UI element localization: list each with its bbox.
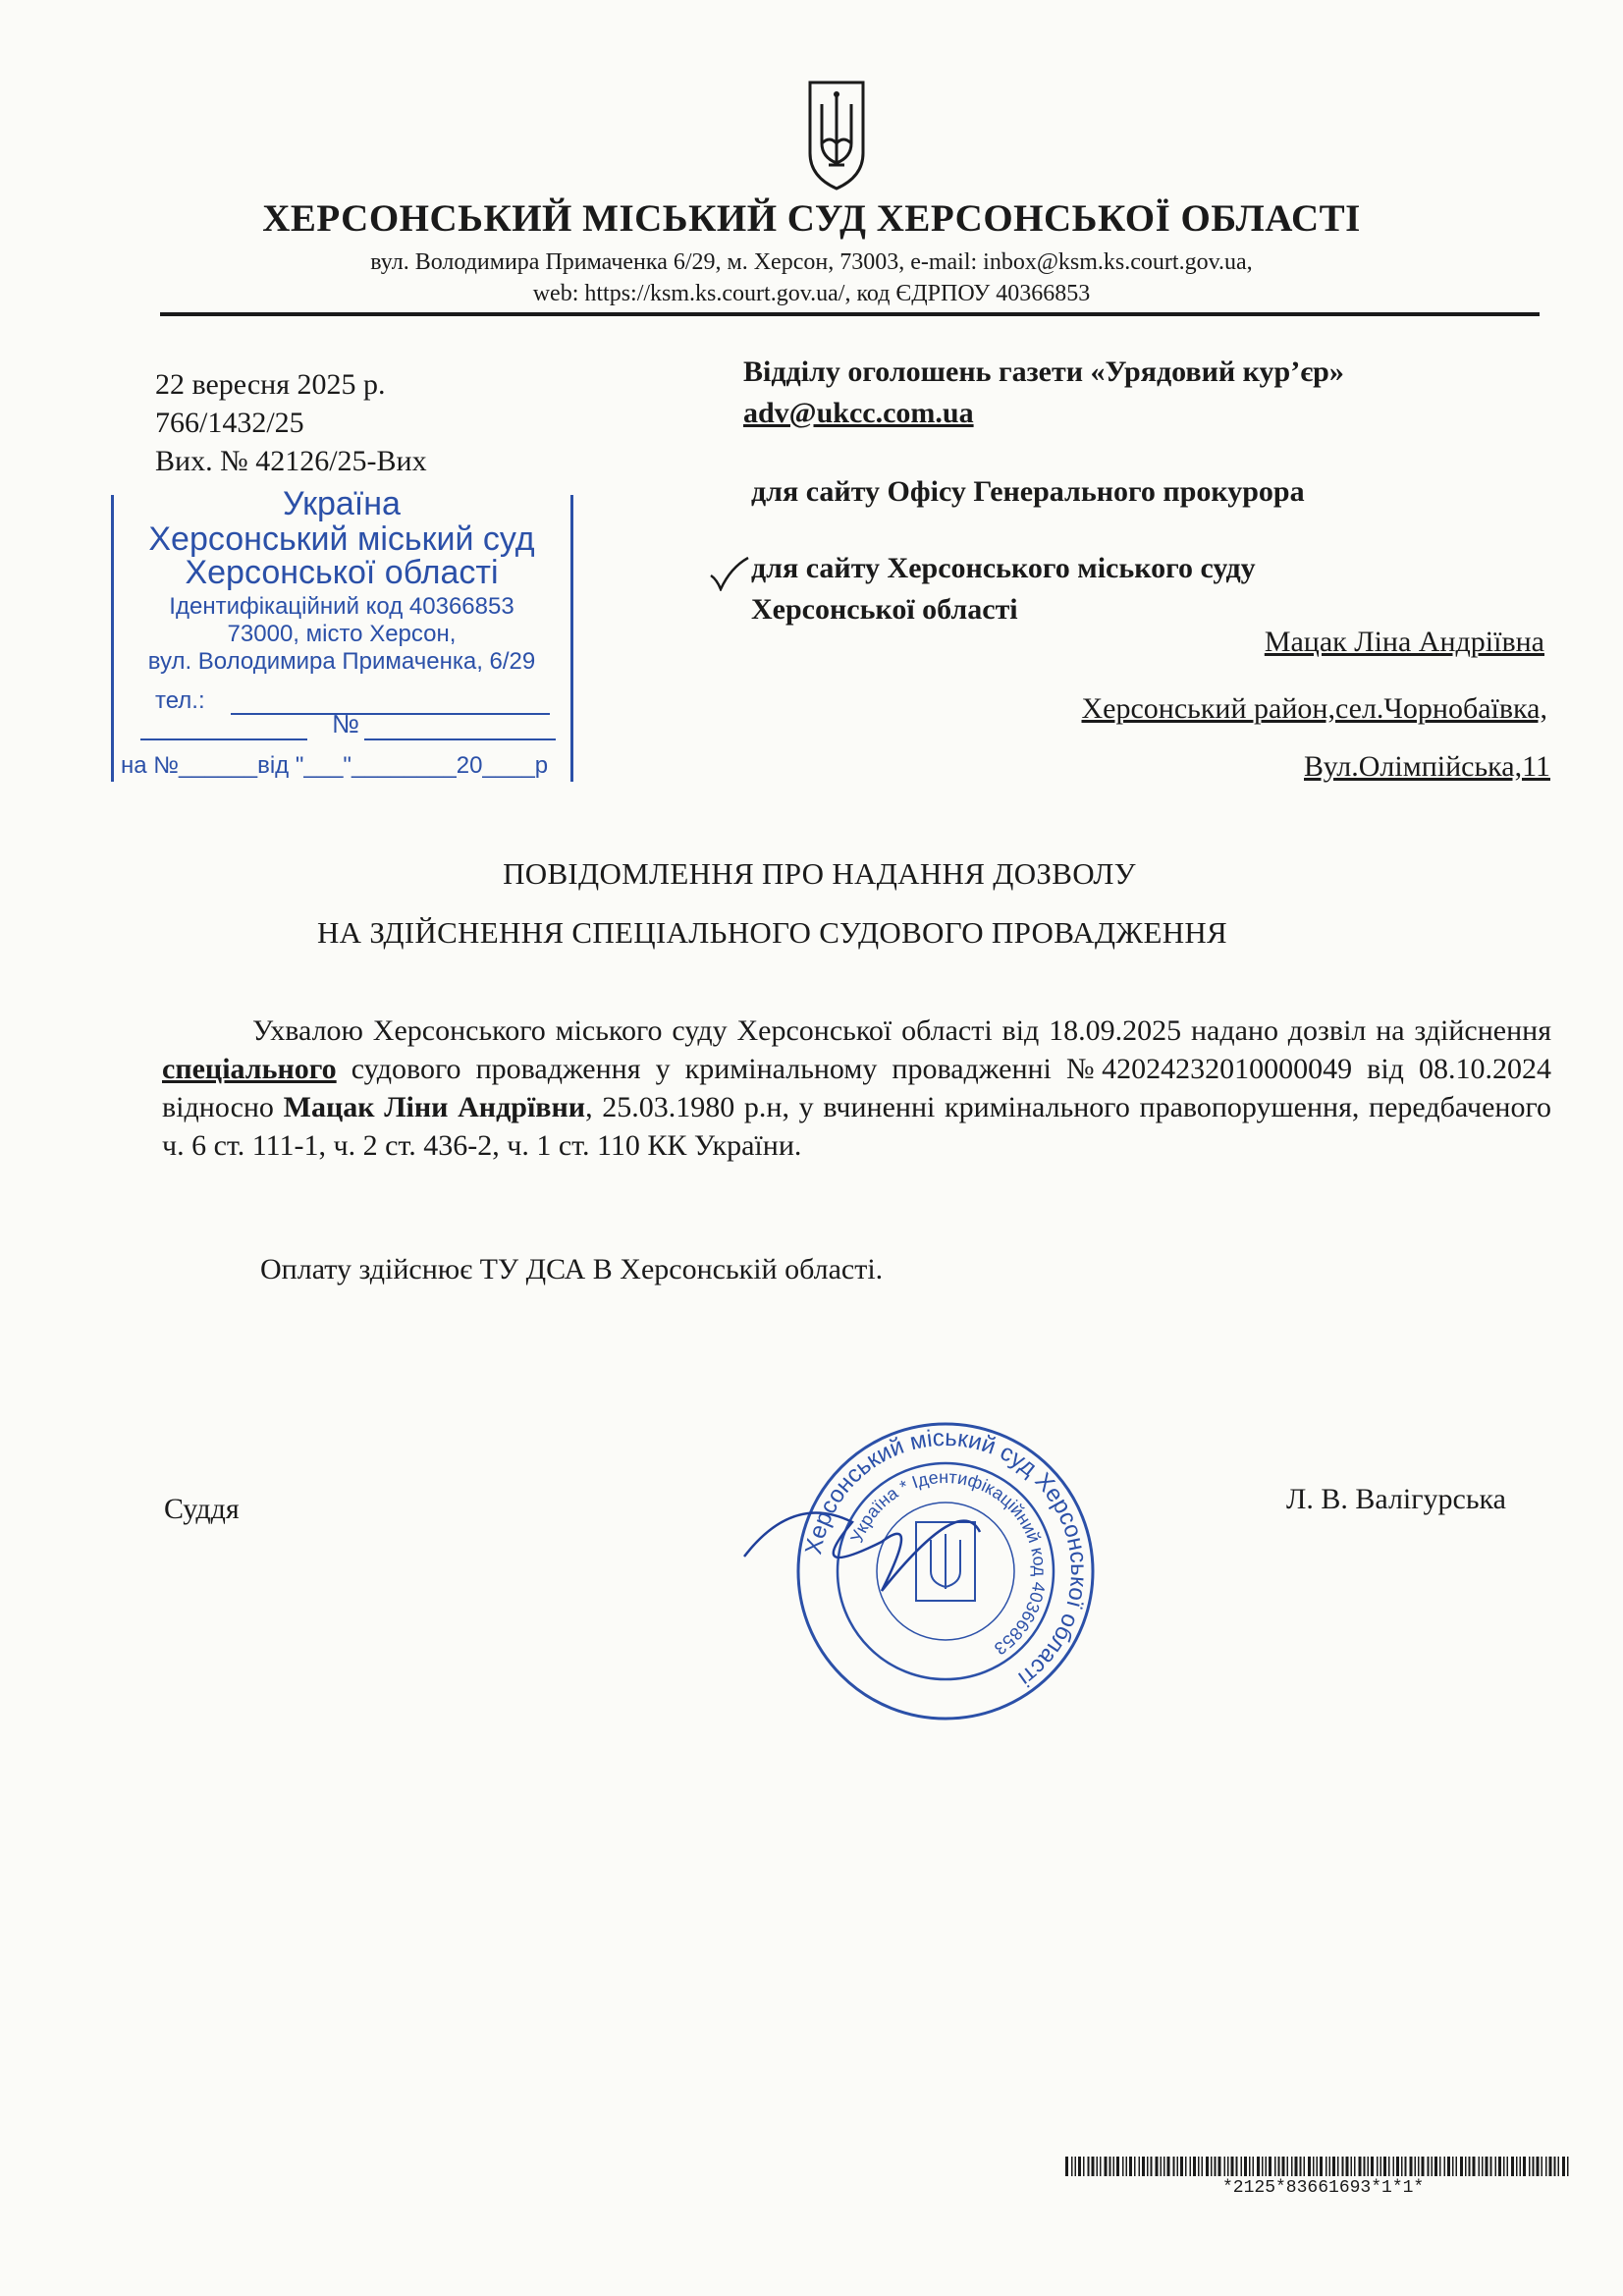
notice-title-line-1: ПОВІДОМЛЕННЯ ПРО НАДАННЯ ДОЗВОЛУ bbox=[503, 856, 1136, 891]
barcode-bar bbox=[1567, 2157, 1569, 2176]
barcode-bar bbox=[1262, 2157, 1264, 2176]
barcode-bar bbox=[1359, 2157, 1362, 2176]
barcode-bar bbox=[1278, 2157, 1280, 2176]
barcode-bar bbox=[1418, 2157, 1420, 2176]
barcode-bar bbox=[1105, 2157, 1108, 2176]
seal-ring-text: Херсонський міський суд Херсонської області bbox=[800, 1424, 1093, 1692]
barcode-bar bbox=[1206, 2157, 1209, 2176]
barcode-bar bbox=[1211, 2157, 1213, 2176]
barcode-bar bbox=[1071, 2157, 1073, 2176]
barcode-bar bbox=[1537, 2157, 1540, 2176]
barcode-bar bbox=[1342, 2157, 1344, 2176]
recipient-prosecutor-site: для сайту Офісу Генерального прокурора bbox=[751, 475, 1305, 508]
barcode-bar bbox=[1269, 2157, 1271, 2176]
barcode-bar bbox=[1257, 2157, 1260, 2176]
barcode-bar bbox=[1516, 2157, 1518, 2176]
seal-inner-text: Україна * Ідентифікаційний код 40366853 bbox=[846, 1466, 1051, 1660]
barcode-bar bbox=[1241, 2157, 1243, 2176]
header-divider bbox=[160, 312, 1540, 316]
barcode-bar bbox=[1447, 2157, 1450, 2176]
barcode-bar bbox=[1503, 2157, 1505, 2176]
barcode-bar bbox=[1202, 2157, 1204, 2176]
barcode-bar bbox=[1410, 2157, 1413, 2176]
barcode-bar bbox=[1351, 2157, 1353, 2176]
barcode-bar bbox=[1320, 2157, 1323, 2176]
barcode-bar bbox=[1465, 2157, 1467, 2176]
barcode-bar bbox=[1282, 2157, 1285, 2176]
barcode-bar bbox=[1218, 2157, 1221, 2176]
barcode-bar bbox=[1368, 2157, 1370, 2176]
checkmark-icon bbox=[709, 556, 750, 591]
stamp-tel-line bbox=[231, 713, 550, 715]
barcode-bar bbox=[1142, 2157, 1145, 2176]
outgoing-number: Вих. № 42126/25-Вих bbox=[155, 445, 427, 477]
barcode-bar bbox=[1558, 2157, 1560, 2176]
judge-label: Суддя bbox=[164, 1493, 240, 1525]
barcode-bar bbox=[1329, 2157, 1331, 2176]
payment-note: Оплату здійснює ТУ ДСА В Херсонській області. bbox=[260, 1253, 884, 1285]
barcode-bar bbox=[1161, 2157, 1163, 2176]
court-seal bbox=[734, 1375, 1127, 1738]
barcode-bar bbox=[1100, 2157, 1102, 2176]
registration-stamp bbox=[111, 485, 572, 790]
barcode-bar bbox=[1193, 2157, 1196, 2176]
recipient-newspaper: Відділу оголошень газети «Урядовий кур’єр» bbox=[743, 355, 1344, 388]
barcode-bar bbox=[1529, 2157, 1531, 2176]
barcode-bar bbox=[1364, 2157, 1366, 2176]
barcode-bar bbox=[1156, 2157, 1159, 2176]
barcode-bar bbox=[1325, 2157, 1327, 2176]
stamp-street: вул. Володимира Примаченка, 6/29 bbox=[147, 648, 536, 675]
barcode-bar bbox=[1109, 2157, 1111, 2176]
barcode-bar bbox=[1177, 2157, 1179, 2176]
barcode-bar bbox=[1346, 2157, 1349, 2176]
barcode-bar bbox=[1377, 2157, 1379, 2176]
barcode-bar bbox=[1495, 2157, 1497, 2176]
document-date: 22 вересня 2025 р. bbox=[155, 368, 386, 401]
barcode-bar bbox=[1147, 2157, 1149, 2176]
barcode-bar bbox=[1434, 2157, 1437, 2176]
body-text-part-1: Ухвалою Херсонського міського суду Херсонської області від 18.09.2025 надано дозвіл на здійснення bbox=[252, 1014, 1551, 1047]
barcode-bar bbox=[1308, 2157, 1311, 2176]
barcode-bar bbox=[1549, 2157, 1552, 2176]
barcode-bar bbox=[1122, 2157, 1124, 2176]
barcode-bar bbox=[1092, 2157, 1095, 2176]
stamp-tel-label: тел.: bbox=[155, 687, 205, 714]
barcode-bar bbox=[1129, 2157, 1132, 2176]
barcode-bar bbox=[1231, 2157, 1234, 2176]
court-address-line-2: web: https://ksm.ks.court.gov.ua/, код ЄДРПОУ 40366853 bbox=[532, 281, 1091, 306]
barcode-bar bbox=[1139, 2157, 1141, 2176]
barcode-bar bbox=[1215, 2157, 1217, 2176]
barcode-bar bbox=[1383, 2157, 1386, 2176]
judge-name: Л. В. Валігурська bbox=[1286, 1483, 1506, 1515]
barcode-bar bbox=[1190, 2157, 1192, 2176]
barcode-bar bbox=[1460, 2157, 1463, 2176]
barcode bbox=[1065, 2157, 1571, 2176]
barcode-bar bbox=[1151, 2157, 1153, 2176]
barcode-bar bbox=[1456, 2157, 1458, 2176]
barcode-bar bbox=[1065, 2157, 1068, 2176]
barcode-bar bbox=[1332, 2157, 1335, 2176]
barcode-bar bbox=[1486, 2157, 1488, 2176]
barcode-bar bbox=[1304, 2157, 1306, 2176]
stamp-no-label: № bbox=[332, 709, 359, 738]
barcode-bar bbox=[1405, 2157, 1407, 2176]
barcode-bar bbox=[1473, 2157, 1476, 2176]
recipient-person-district: Херсонський район,сел.Чорнобаївка, bbox=[1081, 692, 1547, 725]
barcode-bar bbox=[1396, 2157, 1399, 2176]
barcode-bar bbox=[1116, 2157, 1119, 2176]
stamp-country: Україна bbox=[283, 485, 401, 522]
barcode-bar bbox=[1291, 2157, 1293, 2176]
barcode-bar bbox=[1167, 2157, 1170, 2176]
barcode-bar bbox=[1479, 2157, 1481, 2176]
barcode-bar bbox=[1227, 2157, 1229, 2176]
barcode-bar bbox=[1507, 2157, 1509, 2176]
barcode-bar bbox=[1422, 2157, 1425, 2176]
barcode-bar bbox=[1444, 2157, 1446, 2176]
barcode-bar bbox=[1295, 2157, 1298, 2176]
barcode-bar bbox=[1498, 2157, 1501, 2176]
court-name: ХЕРСОНСЬКИЙ МІСЬКИЙ СУД ХЕРСОНСЬКОЇ ОБЛАСТІ bbox=[262, 197, 1361, 240]
recipient-newspaper-email[interactable]: adv@ukcc.com.ua bbox=[743, 397, 974, 429]
barcode-bar bbox=[1253, 2157, 1255, 2176]
case-number: 766/1432/25 bbox=[155, 407, 304, 439]
barcode-bar bbox=[1236, 2157, 1238, 2176]
barcode-bar bbox=[1393, 2157, 1395, 2176]
barcode-bar bbox=[1266, 2157, 1268, 2176]
trident-emblem-icon bbox=[802, 75, 871, 192]
barcode-bar bbox=[1439, 2157, 1441, 2176]
stamp-city: 73000, місто Херсон, bbox=[227, 621, 457, 647]
body-text-part-3: , 25.03.1980 р.н, у вчиненні кримінального правопорушення, передбаченого ч. 6 ст. 111-1, ч. 2 ст. 436-2, ч. 1 ст. 110 КК України. bbox=[162, 1091, 1551, 1162]
barcode-bar bbox=[1287, 2157, 1289, 2176]
barcode-bar bbox=[1249, 2157, 1251, 2176]
barcode-bar bbox=[1244, 2157, 1247, 2176]
barcode-bar bbox=[1490, 2157, 1492, 2176]
body-accused-name: Мацак Ліни Андрївни bbox=[283, 1091, 586, 1123]
barcode-bar bbox=[1523, 2157, 1526, 2176]
barcode-bar bbox=[1185, 2157, 1187, 2176]
barcode-bar bbox=[1354, 2157, 1356, 2176]
barcode-bar bbox=[1469, 2157, 1471, 2176]
stamp-court-line-1: Херсонський міський суд bbox=[148, 520, 535, 558]
barcode-bar bbox=[1511, 2157, 1514, 2176]
barcode-bar bbox=[1533, 2157, 1535, 2176]
barcode-bar bbox=[1173, 2157, 1175, 2176]
body-text-part-2: судового провадження у кримінальному провадженні №42024232010000049 від 08.10.2024 відносно bbox=[162, 1053, 1551, 1123]
barcode-bar bbox=[1415, 2157, 1417, 2176]
barcode-bar bbox=[1545, 2157, 1547, 2176]
court-address-line-1: вул. Володимира Примаченка 6/29, м. Херсон, 73003, e-mail: inbox@ksm.ks.court.gov.ua, bbox=[370, 249, 1253, 275]
barcode-bar bbox=[1088, 2157, 1090, 2176]
notice-title-line-2: НА ЗДІЙСНЕННЯ СПЕЦІАЛЬНОГО СУДОВОГО ПРОВАДЖЕННЯ bbox=[316, 915, 1228, 950]
barcode-bar bbox=[1134, 2157, 1136, 2176]
stamp-court-line-2: Херсонської області bbox=[185, 554, 499, 591]
barcode-bar bbox=[1075, 2157, 1077, 2176]
barcode-bar bbox=[1097, 2157, 1099, 2176]
stamp-no-line-left bbox=[140, 738, 307, 740]
barcode-bar bbox=[1542, 2157, 1543, 2176]
stamp-id-code: Ідентифікаційний код 40366853 bbox=[169, 593, 514, 620]
barcode-bar bbox=[1371, 2157, 1374, 2176]
barcode-bar bbox=[1317, 2157, 1319, 2176]
barcode-bar bbox=[1224, 2157, 1226, 2176]
barcode-bar bbox=[1554, 2157, 1556, 2176]
barcode-bar bbox=[1180, 2157, 1183, 2176]
barcode-bar bbox=[1078, 2157, 1081, 2176]
barcode-bar bbox=[1313, 2157, 1315, 2176]
recipient-person-name: Мацак Ліна Андріївна bbox=[1264, 626, 1544, 658]
barcode-bar bbox=[1388, 2157, 1390, 2176]
stamp-reference: на №______від "___"________20____р bbox=[121, 752, 549, 779]
barcode-bar bbox=[1337, 2157, 1339, 2176]
barcode-bar bbox=[1300, 2157, 1302, 2176]
barcode-bar bbox=[1428, 2157, 1430, 2176]
recipient-court-site-line-2: Херсонської області bbox=[751, 593, 1018, 626]
barcode-bar bbox=[1198, 2157, 1200, 2176]
barcode-bar bbox=[1452, 2157, 1454, 2176]
barcode-bar bbox=[1083, 2157, 1085, 2176]
barcode-bar bbox=[1380, 2157, 1382, 2176]
barcode-bar bbox=[1126, 2157, 1128, 2176]
recipient-person-street: Вул.Олімпійська,11 bbox=[1304, 750, 1550, 783]
barcode-text: *2125*83661693*1*1* bbox=[1222, 2178, 1425, 2198]
barcode-bar bbox=[1520, 2157, 1522, 2176]
body-emphasis-special: спеціального bbox=[162, 1053, 337, 1085]
notice-body bbox=[162, 1011, 1551, 1165]
recipient-court-site-line-1: для сайту Херсонського міського суду bbox=[751, 552, 1256, 584]
barcode-bar bbox=[1562, 2157, 1565, 2176]
barcode-bar bbox=[1482, 2157, 1484, 2176]
barcode-bar bbox=[1113, 2157, 1115, 2176]
barcode-bar bbox=[1163, 2157, 1165, 2176]
barcode-bar bbox=[1401, 2157, 1403, 2176]
barcode-bar bbox=[1432, 2157, 1434, 2176]
barcode-bar bbox=[1274, 2157, 1276, 2176]
stamp-no-line-right bbox=[364, 738, 556, 740]
